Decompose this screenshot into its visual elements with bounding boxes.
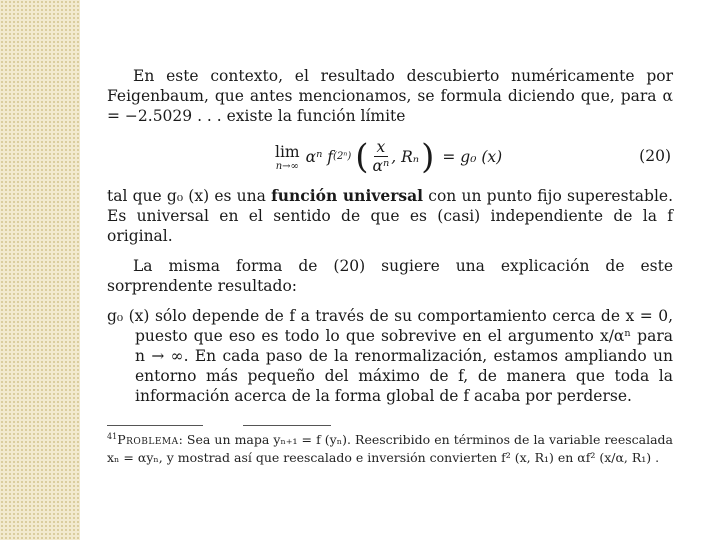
fraction-denominator: αⁿ xyxy=(372,157,390,175)
limit-subscript: n→∞ xyxy=(275,160,299,172)
footnote-text: : Sea un mapa yₙ₊₁ = f (yₙ). Reescribido en términos de la variable reescalada xₙ = αyₙ, y mostrad así que reescalado e inversión convierten f² (x, R₁) en αf² (x/α, R₁) . xyxy=(107,432,673,466)
footnote-label: Problema xyxy=(117,432,179,448)
list-item xyxy=(107,306,673,406)
paragraph-universal-end: con un punto fijo superestable. Es universal en el sentido de que es (casi) independiente de la f original. xyxy=(107,187,674,245)
limit-operator xyxy=(275,142,300,172)
paragraph-universal xyxy=(107,186,673,246)
fraction-numerator: x xyxy=(374,138,389,157)
right-paren: ) xyxy=(421,136,435,177)
bold-term: función universal xyxy=(271,186,424,205)
document-page xyxy=(80,0,720,540)
paragraph-explanation: La misma forma de (20) sugiere una explicación de este sorprendente resultado: xyxy=(107,257,673,295)
list-item-text: g₀ (x) sólo depende de f a través de su comportamiento cerca de x = 0, puesto que eso es todo lo que sobrevive en el argumento x/αⁿ para n → ∞. En cada paso de la renormalización, estamos ampliando un entorno más pequeño del máximo de f, de manera que toda la información acerca de la forma global de f acaba por perderse. xyxy=(107,307,673,405)
footnote-divider xyxy=(107,425,203,426)
equation-20 xyxy=(107,130,673,184)
paragraph-intro: En este contexto, el resultado descubierto numéricamente por Feigenbaum, que antes mencionamos, se formula diciendo que, para α = −2.5029 . . . existe la función límite xyxy=(107,67,673,125)
equation-rhs: = g₀ (x) xyxy=(442,147,503,166)
equation-expression xyxy=(275,138,502,175)
document-body xyxy=(107,66,673,406)
equation-rest: , Rₙ xyxy=(391,147,420,166)
equation-factor: αⁿ f xyxy=(305,147,334,166)
footnote-divider-2 xyxy=(243,425,331,426)
equation-factor-superscript: (2ⁿ) xyxy=(333,150,352,162)
paragraph-universal-start: tal que g₀ (x) es una xyxy=(107,187,272,205)
footnote-number: 41 xyxy=(107,432,118,441)
equation-number: (20) xyxy=(639,147,671,165)
limit-label: lim xyxy=(275,142,300,161)
decorative-side-strip xyxy=(0,0,80,540)
footnote xyxy=(107,428,673,467)
left-paren: ( xyxy=(355,136,369,177)
equation-fraction xyxy=(373,138,390,175)
